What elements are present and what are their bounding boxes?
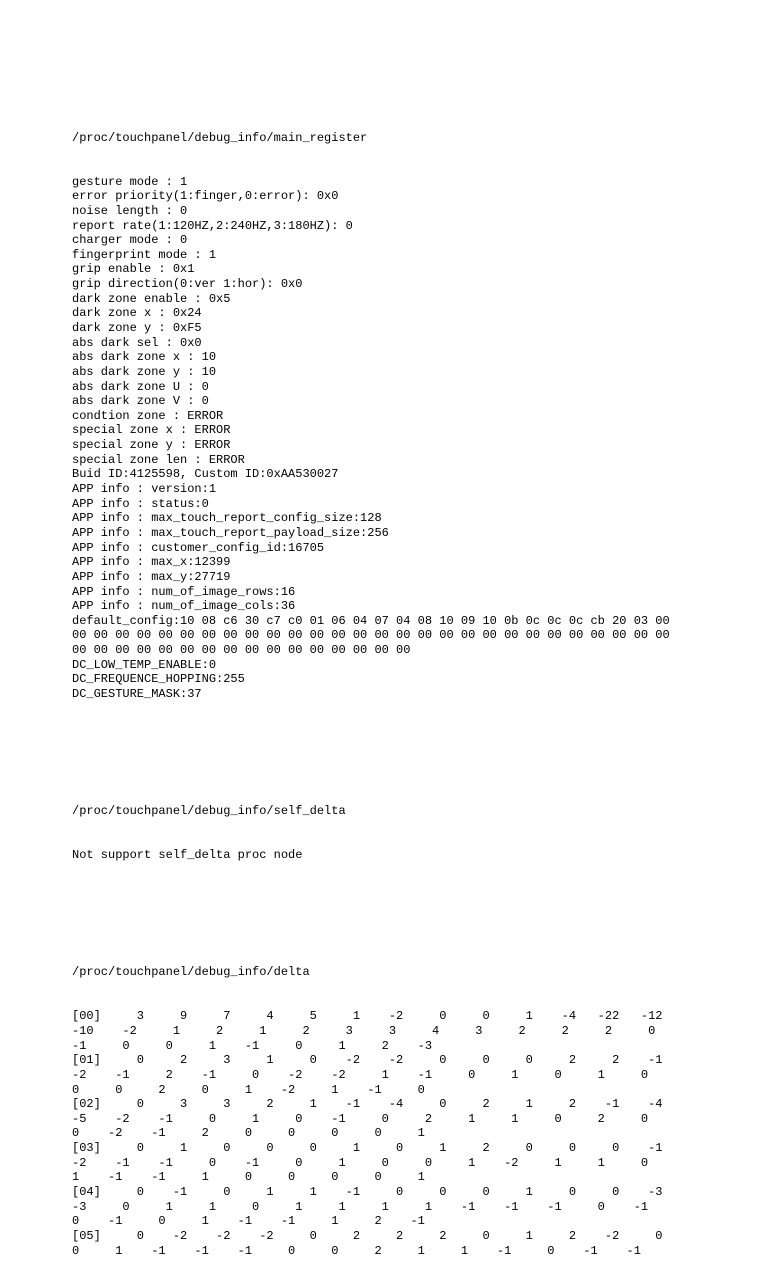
register-line: DC_LOW_TEMP_ENABLE:0: [72, 657, 217, 672]
section-spacer: [72, 892, 712, 907]
register-line: special zone len : ERROR: [72, 452, 245, 467]
delta-row: 1 -1 -1 1 0 0 0 0 1: [72, 1170, 425, 1185]
delta-section: [72, 936, 712, 1258]
register-line: charger mode : 0: [72, 233, 188, 248]
register-line: gesture mode : 1: [72, 174, 188, 189]
register-line: dark zone x : 0x24: [72, 306, 202, 321]
register-line: abs dark zone V : 0: [72, 394, 209, 409]
delta-row: 0 -2 -1 2 0 0 0 0 1: [72, 1126, 425, 1141]
main-register-section: [72, 101, 712, 701]
register-line: DC_GESTURE_MASK:37: [72, 687, 202, 701]
main-register-path: /proc/touchpanel/debug_info/main_register: [72, 130, 368, 145]
debug-log-document: [72, 72, 712, 1273]
register-line: noise length : 0: [72, 203, 188, 218]
register-line: abs dark zone x : 10: [72, 350, 217, 365]
register-line: APP info : num_of_image_cols:36: [72, 599, 296, 614]
register-line: grip direction(0:ver 1:hor): 0x0: [72, 277, 303, 292]
register-line: 00 00 00 00 00 00 00 00 00 00 00 00 00 00 00 00: [72, 643, 411, 658]
register-line: error priority(1:finger,0:error): 0x0: [72, 189, 339, 204]
register-line: DC_FREQUENCE_HOPPING:255: [72, 672, 245, 687]
register-line: 00 00 00 00 00 00 00 00 00 00 00 00 00 00 00 00 00 00 00 00 00 00 00 00 00 00 00 00: [72, 628, 670, 643]
register-line: dark zone y : 0xF5: [72, 320, 202, 335]
register-line: fingerprint mode : 1: [72, 247, 217, 262]
register-line: dark zone enable : 0x5: [72, 291, 231, 306]
register-line: special zone y : ERROR: [72, 438, 231, 453]
register-line: report rate(1:120HZ,2:240HZ,3:180HZ): 0: [72, 218, 353, 233]
register-line: special zone x : ERROR: [72, 423, 231, 438]
register-line: condtion zone : ERROR: [72, 408, 224, 423]
delta-row: -2 -1 -1 0 -1 0 1 0 0 1 -2 1 1 0: [72, 1155, 649, 1170]
delta-row: 0 0 2 0 1 -2 1 -1 0: [72, 1082, 425, 1097]
register-line: APP info : version:1: [72, 482, 217, 497]
delta-row: [02] 0 3 3 2 1 -1 -4 0 2 1 2 -1 -4: [72, 1097, 663, 1112]
register-line: APP info : max_touch_report_config_size:128: [72, 511, 382, 526]
section-spacer: [72, 731, 712, 746]
delta-row: [05] 0 -2 -2 -2 0 2 2 2 0 1 2 -2 0: [72, 1228, 663, 1243]
register-line: APP info : status:0: [72, 496, 209, 511]
delta-row: -3 0 1 1 0 1 1 1 1 -1 -1 -1 0 -1: [72, 1199, 649, 1214]
delta-row: -5 -2 -1 0 1 0 -1 0 2 1 1 0 2 0: [72, 1111, 649, 1126]
delta-row: 0 1 -1 -1 -1 0 0 2 1 1 -1 0 -1 -1: [72, 1243, 641, 1258]
delta-row: [01] 0 2 3 1 0 -2 -2 0 0 0 2 2 -1: [72, 1053, 663, 1068]
delta-row: -10 -2 1 2 1 2 3 3 4 3 2 2 2 0: [72, 1023, 656, 1038]
register-line: APP info : max_x:12399: [72, 555, 231, 570]
register-line: Buid ID:4125598, Custom ID:0xAA530027: [72, 467, 339, 482]
register-line: APP info : max_touch_report_payload_size:256: [72, 525, 389, 540]
register-line: abs dark sel : 0x0: [72, 335, 202, 350]
delta-row: [00] 3 9 7 4 5 1 -2 0 0 1 -4 -22 -12: [72, 1009, 663, 1024]
delta-row: [03] 0 1 0 0 0 1 0 1 2 0 0 0 -1: [72, 1141, 663, 1156]
self-delta-path: /proc/touchpanel/debug_info/self_delta: [72, 804, 346, 819]
register-line: default_config:10 08 c6 30 c7 c0 01 06 04 07 04 08 10 09 10 0b 0c 0c 0c cb 20 03 00: [72, 613, 670, 628]
register-line: abs dark zone U : 0: [72, 379, 209, 394]
register-line: abs dark zone y : 10: [72, 364, 217, 379]
delta-row: 0 -1 0 1 -1 -1 1 2 -1: [72, 1214, 425, 1229]
self-delta-section: [72, 775, 712, 863]
delta-row: [04] 0 -1 0 1 1 -1 0 0 0 1 0 0 -3: [72, 1185, 663, 1200]
delta-row: -2 -1 2 -1 0 -2 -2 1 -1 0 1 0 1 0: [72, 1067, 649, 1082]
delta-row: -1 0 0 1 -1 0 1 2 -3: [72, 1038, 433, 1053]
self-delta-line: Not support self_delta proc node: [72, 848, 303, 863]
register-line: grip enable : 0x1: [72, 262, 195, 277]
register-line: APP info : num_of_image_rows:16: [72, 584, 296, 599]
register-line: APP info : customer_config_id:16705: [72, 540, 325, 555]
delta-path: /proc/touchpanel/debug_info/delta: [72, 965, 310, 980]
register-line: APP info : max_y:27719: [72, 569, 231, 584]
